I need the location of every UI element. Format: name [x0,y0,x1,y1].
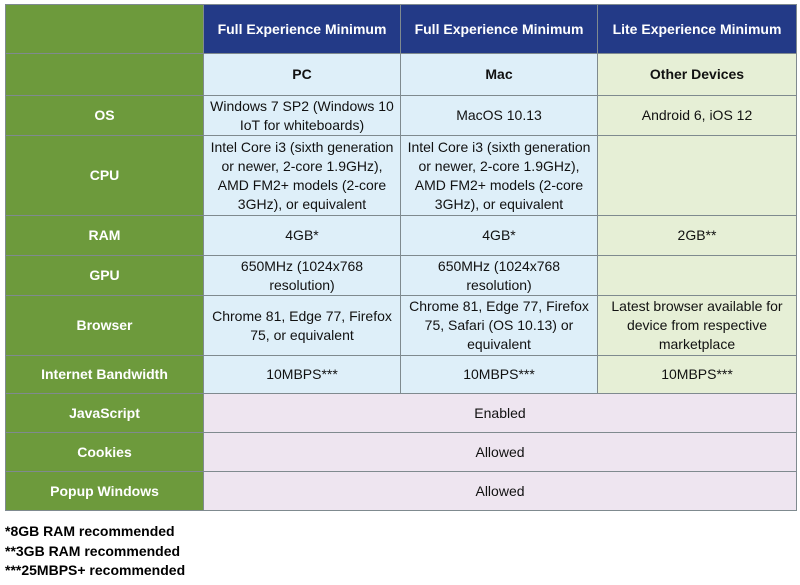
cpu-other-cell [598,136,797,216]
os-mac-cell: MacOS 10.13 [401,96,598,136]
mac-experience-header: Full Experience Minimum [401,5,598,54]
cpu-mac-cell: Intel Core i3 (sixth generation or newer, 2-core 1.9GHz), AMD FM2+ models (2-core 3GHz), or equivalent [401,136,598,216]
row-label-browser: Browser [6,296,204,356]
footnote: **3GB RAM recommended [5,542,181,559]
table-row [6,394,797,433]
browser-pc-cell: Chrome 81, Edge 77, Firefox 75, or equivalent [204,296,401,356]
ram-mac-cell: 4GB* [401,216,598,256]
table-row [6,256,797,296]
gpu-mac-cell: 650MHz (1024x768 resolution) [401,256,598,296]
footnote: *8GB RAM recommended [5,523,175,539]
platform-header-row [6,54,797,96]
gpu-other-cell [598,256,797,296]
table-row [6,472,797,511]
corner-cell-2 [6,54,204,96]
table-row [6,433,797,472]
table-row [6,216,797,256]
row-label-os: OS [6,96,204,136]
row-label-gpu: GPU [6,256,204,296]
table-row [6,356,797,394]
other-platform-header: Other Devices [598,54,797,96]
ram-pc-cell: 4GB* [204,216,401,256]
os-other-cell: Android 6, iOS 12 [598,96,797,136]
ram-other-cell: 2GB** [598,216,797,256]
bandwidth-other-cell: 10MBPS*** [598,356,797,394]
gpu-pc-cell: 650MHz (1024x768 resolution) [204,256,401,296]
pc-platform-header: PC [204,54,401,96]
table-row [6,136,797,216]
row-label-ram: RAM [6,216,204,256]
mac-platform-header: Mac [401,54,598,96]
footnote: ***25MBPS+ recommended [5,562,186,578]
row-label-popup-windows: Popup Windows [6,472,204,511]
os-pc-cell: Windows 7 SP2 (Windows 10 IoT for whiteboards) [204,96,401,136]
row-label-javascript: JavaScript [6,394,204,433]
table-row [6,96,797,136]
experience-header-row [6,5,797,54]
table-row [6,296,797,356]
row-label-cookies: Cookies [6,433,204,472]
footnotes [5,522,185,581]
popup-windows-value-cell: Allowed [204,472,797,511]
requirements-table [5,4,797,511]
cookies-value-cell: Allowed [204,433,797,472]
row-label-cpu: CPU [6,136,204,216]
bandwidth-mac-cell: 10MBPS*** [401,356,598,394]
cpu-pc-cell: Intel Core i3 (sixth generation or newer, 2-core 1.9GHz), AMD FM2+ models (2-core 3GHz), or equivalent [204,136,401,216]
javascript-value-cell: Enabled [204,394,797,433]
browser-mac-cell: Chrome 81, Edge 77, Firefox 75, Safari (OS 10.13) or equivalent [401,296,598,356]
bandwidth-pc-cell: 10MBPS*** [204,356,401,394]
row-label-bandwidth: Internet Bandwidth [6,356,204,394]
corner-cell [6,5,204,54]
other-experience-header: Lite Experience Minimum [598,5,797,54]
pc-experience-header: Full Experience Minimum [204,5,401,54]
browser-other-cell: Latest browser available for device from respective marketplace [598,296,797,356]
